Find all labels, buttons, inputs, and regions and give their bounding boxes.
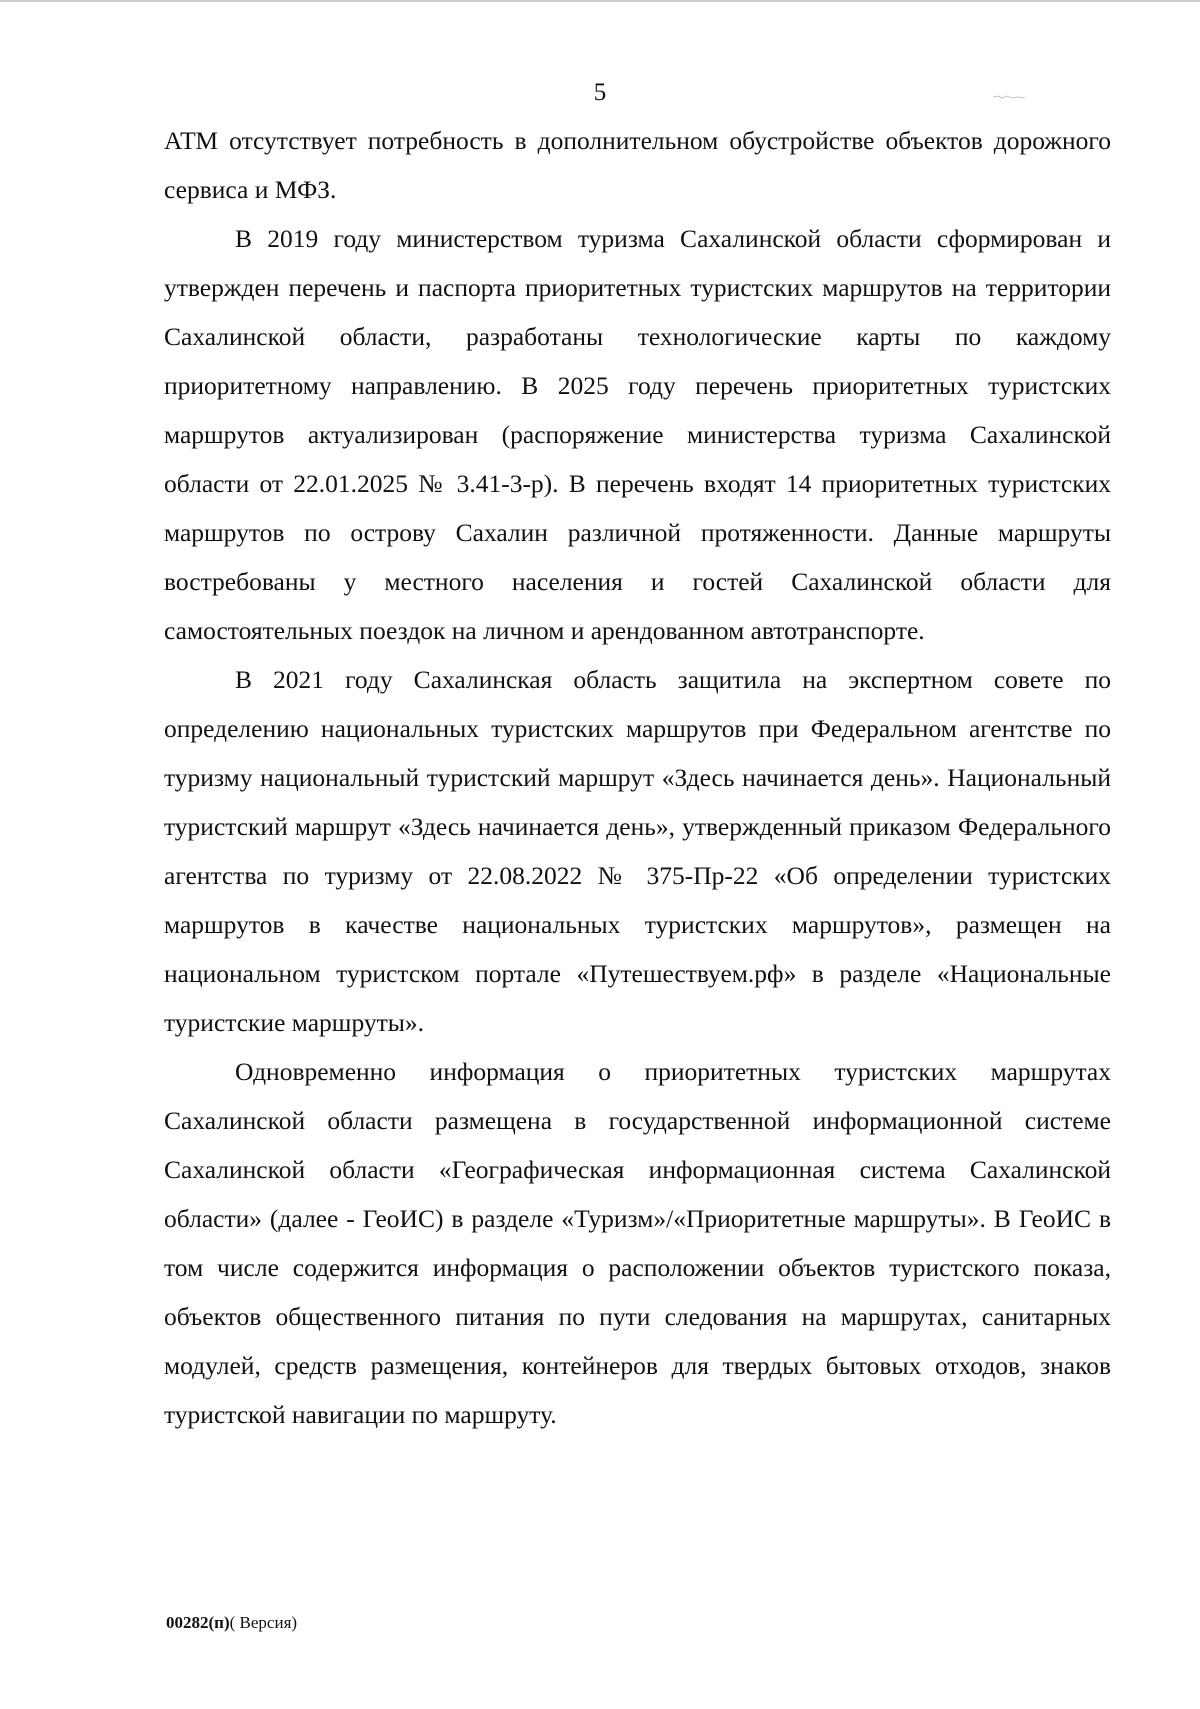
scan-artifact <box>992 94 1026 100</box>
document-code: 00282(п) <box>166 1613 230 1632</box>
body-text <box>164 116 1111 1439</box>
scan-edge <box>0 0 1200 2</box>
document-version: ( Версия) <box>229 1613 298 1632</box>
paragraph-3: В 2021 году Сахалинская область защитила на экспертном совете по определению национальных туристских маршрутов при Федеральном агентстве по туризму национальный туристский маршрут «Здесь начинается день». Национальный туристский маршрут «Здесь начинается день», утвержденный приказом Федерального агентства по туризму от 22.08.2022 № 375-Пр-22 «Об определении туристских маршрутов в качестве национальных туристских маршрутов», размещен на национальном туристском портале «Путешествуем.рф» в разделе «Национальные туристские маршруты». <box>164 665 1111 1037</box>
document-footer <box>166 1612 297 1634</box>
page-number: 5 <box>593 79 607 106</box>
paragraph-2: В 2019 году министерством туризма Сахалинской области сформирован и утвержден перечень и паспорта приоритетных туристских маршрутов на территории Сахалинской области, разработаны технологические карты по каждому приоритетному направлению. В 2025 году перечень приоритетных туристских маршрутов актуализирован (распоряжение министерства туризма Сахалинской области от 22.01.2025 № 3.41-3-р). В перечень входят 14 приоритетных туристских маршрутов по острову Сахалин различной протяженности. Данные маршруты востребованы у местного населения и гостей Сахалинской области для самостоятельных поездок на личном и арендованном автотранспорте. <box>164 224 1111 645</box>
paragraph-1: АТМ отсутствует потребность в дополнительном обустройстве объектов дорожного сервиса и МФЗ. <box>164 126 1111 204</box>
paragraph-4: Одновременно информация о приоритетных туристских маршрутах Сахалинской области размещена в государственной информационной системе Сахалинской области «Географическая информационная система Сахалинской области» (далее - ГеоИС) в разделе «Туризм»/«Приоритетные маршруты». В ГеоИС в том числе содержится информация о расположении объектов туристского показа, объектов общественного питания по пути следования на маршрутах, санитарных модулей, средств размещения, контейнеров для твердых бытовых отходов, знаков туристской навигации по маршруту. <box>164 1057 1111 1429</box>
